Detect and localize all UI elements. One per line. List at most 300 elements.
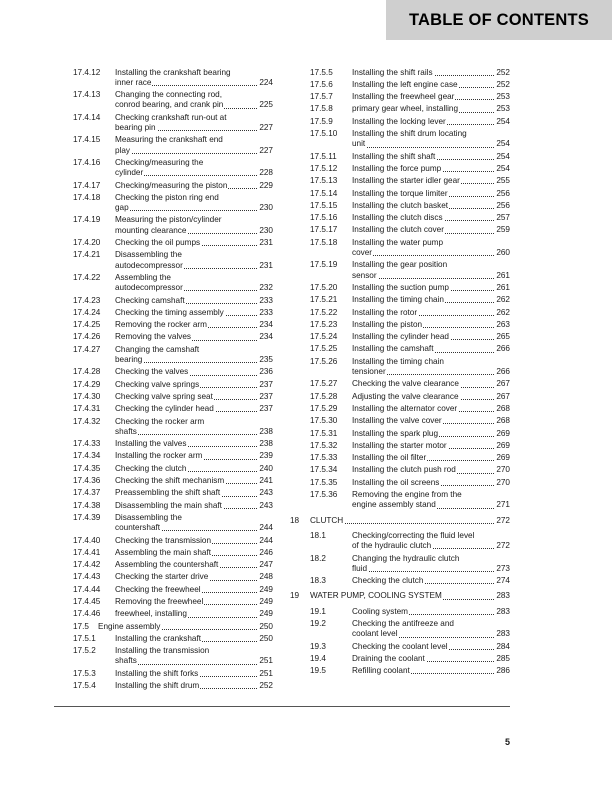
toc-entry-title: Removing the rocker arm	[115, 320, 207, 330]
toc-entry-title: Checking the cylinder head	[115, 404, 214, 414]
toc-entry[interactable]	[0, 92, 612, 102]
toc-entry-page: 236	[259, 367, 273, 377]
toc-entry-title: of the hydraulic clutch	[352, 541, 432, 551]
toc-entry-title: Adjusting the valve clearance	[352, 391, 459, 401]
toc-entry-title: Checking/measuring the	[115, 157, 204, 167]
toc-entry[interactable]	[0, 681, 612, 691]
toc-entry-number: 17.5.28	[310, 391, 338, 401]
toc-entry-title: Checking crankshaft run-out at	[115, 112, 227, 122]
toc-entry-title: Installing the left engine case	[352, 79, 458, 89]
toc-entry-title: Installing the shift drum locating	[352, 129, 467, 138]
toc-entry[interactable]	[0, 213, 612, 223]
toc-entry-title: primary gear wheel, installing	[352, 104, 459, 114]
toc-entry-page: 238	[259, 439, 273, 449]
toc-entry-title: play	[115, 145, 131, 155]
toc-entry-number: 18.3	[310, 576, 326, 586]
toc-entry-page: 225	[259, 100, 273, 110]
toc-entry-title: Checking the oil pumps	[115, 238, 201, 247]
toc-entry-number: 17.5.1	[73, 633, 96, 643]
toc-entry-title: Installing the freewheel gear	[352, 92, 455, 102]
toc-entry-title: Disassembling the	[115, 512, 182, 522]
toc-entry-title: coolant level	[352, 629, 398, 639]
toc-entry-page: 238	[259, 426, 273, 436]
toc-entry-page: 228	[259, 168, 273, 178]
toc-entry-page: 265	[496, 332, 510, 342]
toc-entry[interactable]	[0, 576, 612, 586]
toc-entry-page: 263	[496, 319, 510, 329]
toc-entry-number: 19.4	[310, 653, 326, 663]
toc-entry[interactable]	[0, 164, 612, 174]
toc-entry[interactable]	[0, 416, 612, 426]
toc-entry-page: 283	[496, 591, 510, 601]
toc-entry-number: 17.4.17	[73, 180, 101, 190]
toc-entry-page: 266	[496, 366, 510, 376]
toc-entry-number: 17.4.45	[73, 597, 101, 606]
toc-entry-title: Installing the crankshaft bearing	[115, 67, 231, 77]
toc-entry[interactable]	[0, 283, 612, 293]
toc-entry-title: Installing the timing chain	[352, 295, 444, 305]
toc-entry-number: 17.4.44	[73, 584, 101, 594]
toc-entry-page: 286	[496, 666, 510, 676]
toc-entry[interactable]	[0, 591, 612, 601]
toc-entry-number: 17.5.11	[310, 151, 337, 161]
toc-entry-page: 267	[496, 391, 510, 401]
toc-entry-number: 17.5.16	[310, 213, 338, 223]
toc-entry-page: 283	[496, 629, 510, 639]
toc-entry-title: Disassembling the main shaft	[115, 500, 222, 510]
toc-entry-page: 283	[496, 606, 510, 616]
toc-entry-title: Installing the force pump	[352, 163, 442, 173]
toc-entry[interactable]	[0, 68, 612, 78]
toc-entry-number: 17.4.22	[73, 272, 101, 282]
toc-entry-page: 272	[496, 541, 510, 551]
toc-entry-title: Checking the valve clearance	[352, 379, 459, 389]
toc-entry-number: 17.5.34	[310, 465, 338, 475]
toc-entry-title: shafts	[115, 656, 137, 666]
toc-entry-title: Installing the clutch cover	[352, 225, 444, 235]
toc-entry-number: 17.4.29	[73, 379, 101, 389]
toc-entry-number: 17.4.33	[73, 439, 101, 449]
toc-entry-title: Draining the coolant	[352, 653, 425, 663]
toc-entry-number: 17.5.14	[310, 188, 338, 198]
toc-entry-title: bearing	[115, 354, 143, 364]
toc-entry[interactable]	[0, 441, 612, 451]
toc-entry-number: 17.5.5	[310, 67, 333, 77]
toc-entry-page: 243	[259, 500, 273, 510]
toc-entry-title: Checking the timing assembly	[115, 307, 224, 317]
toc-entry-number: 17.5.27	[310, 379, 338, 389]
toc-entry-title: fluid	[352, 563, 368, 573]
toc-entry[interactable]	[0, 117, 612, 127]
toc-entry-title: Preassembling the shift shaft	[115, 488, 221, 498]
toc-entry[interactable]	[0, 332, 612, 342]
toc-entry[interactable]	[0, 619, 612, 640]
toc-entry[interactable]	[0, 453, 612, 463]
toc-entry[interactable]	[0, 607, 612, 617]
toc-entry[interactable]	[0, 201, 612, 211]
toc-entry-page: 235	[259, 354, 273, 364]
toc-entry-number: 17.4.42	[73, 560, 101, 570]
toc-entry-page: 231	[259, 238, 273, 247]
toc-entry-title: Installing the crankshaft	[115, 633, 202, 643]
toc-entry-number: 17.4.35	[73, 463, 101, 473]
toc-entry-title: cylinder	[115, 168, 144, 178]
toc-entry[interactable]	[0, 654, 612, 664]
toc-entry-number: 17.5.13	[310, 176, 338, 186]
toc-entry-page: 237	[259, 391, 273, 401]
toc-entry-title: autodecompressor	[115, 283, 183, 293]
toc-entry-number: 17.5.20	[310, 282, 338, 292]
toc-entry-title: bearing pin	[115, 122, 156, 132]
toc-entry-number: 17.5.15	[310, 200, 338, 210]
toc-entry-page: 252	[259, 681, 273, 691]
toc-entry-page: 246	[259, 547, 273, 557]
toc-entry-number: 17.4.46	[73, 609, 101, 619]
toc-entry-title: gap	[115, 203, 129, 213]
toc-entry-title: Cooling system	[352, 606, 408, 616]
toc-entry-number: 17.4.31	[73, 404, 101, 414]
toc-entry-number: 17.4.37	[73, 488, 101, 498]
toc-entry-number: 17.4.27	[73, 344, 101, 354]
toc-entry-page: 234	[259, 332, 273, 342]
toc-entry-number: 19	[290, 591, 300, 601]
toc-entry[interactable]	[0, 260, 612, 281]
toc-entry-number: 17.5.3	[73, 668, 96, 678]
toc-entry-page: 259	[496, 225, 510, 235]
toc-entry-page: 270	[496, 465, 510, 475]
toc-entry-number: 17.5.6	[310, 79, 333, 89]
toc-entry-number: 18	[290, 515, 300, 525]
toc-entry-page: 274	[496, 576, 510, 586]
toc-entry-number: 17.5.24	[310, 332, 338, 342]
toc-entry[interactable]	[0, 344, 612, 354]
toc-entry-number: 17.4.39	[73, 512, 101, 522]
toc-entry-page: 233	[259, 307, 273, 317]
toc-entry-title: conrod bearing, and crank pin	[115, 100, 224, 110]
toc-entry-number: 17.4.38	[73, 500, 101, 510]
toc-entry-page: 254	[496, 151, 510, 161]
toc-entry-page: 253	[496, 92, 510, 102]
toc-entry-page: 243	[259, 488, 273, 498]
toc-entry-title: Removing the engine from the	[352, 490, 462, 499]
toc-entry-page: 254	[496, 163, 510, 173]
toc-entry-page: 254	[496, 116, 510, 126]
toc-entry-page: 230	[259, 203, 273, 213]
toc-entry[interactable]	[0, 516, 612, 526]
toc-entry-number: 17.4.12	[73, 67, 101, 77]
toc-entry[interactable]	[0, 129, 612, 150]
toc-entry-title: Measuring the piston/cylinder	[115, 215, 222, 225]
toc-entry-title: Installing the piston	[352, 319, 423, 329]
toc-entry-title: Engine assembly	[98, 621, 161, 631]
toc-entry-title: Checking valve springs	[115, 379, 200, 389]
toc-entry[interactable]	[0, 238, 612, 259]
toc-entry-page: 262	[496, 307, 510, 317]
toc-entry-number: 17.4.32	[73, 416, 101, 426]
toc-entry-title: CLUTCH	[310, 515, 344, 525]
toc-entry-page: 254	[496, 139, 510, 149]
toc-entry-title: Installing the oil filter	[352, 453, 427, 463]
toc-entry[interactable]	[0, 308, 612, 318]
toc-entry-number: 17.5.9	[310, 116, 333, 126]
toc-entry-number: 17.5.33	[310, 453, 338, 463]
toc-entry-title: tensioner	[352, 366, 386, 376]
toc-entry-number: 19.2	[310, 619, 326, 628]
toc-entry-number: 17.5.36	[310, 490, 338, 499]
toc-entry-page: 239	[259, 451, 273, 461]
toc-entry[interactable]	[0, 554, 612, 575]
toc-entry-title: unit	[352, 139, 366, 149]
toc-entry-title: Installing the starter idler gear	[352, 176, 460, 186]
toc-entry-number: 17.5.18	[310, 237, 338, 247]
toc-entry-title: autodecompressor	[115, 260, 183, 270]
toc-entry-title: cover	[352, 247, 373, 257]
toc-entry-title: Checking valve spring seat	[115, 391, 213, 401]
toc-entry[interactable]	[0, 176, 612, 186]
toc-entry-number: 17.5.10	[310, 129, 338, 138]
toc-entry-title: Installing the shift drum	[115, 681, 200, 691]
toc-entry-page: 244	[259, 535, 273, 545]
toc-entry[interactable]	[0, 189, 612, 199]
toc-entry-page: 237	[259, 404, 273, 414]
toc-entry-title: Installing the valve cover	[352, 416, 442, 426]
toc-entry-number: 17.4.15	[73, 135, 101, 145]
toc-entry-title: Installing the shift forks	[115, 668, 199, 678]
toc-entry-page: 273	[496, 563, 510, 573]
toc-entry-page: 252	[496, 67, 510, 77]
toc-entry-page: 251	[259, 668, 273, 678]
page-number: 5	[504, 737, 510, 747]
toc-entry-number: 17.5.2	[73, 646, 96, 656]
toc-entry-page: 249	[259, 609, 273, 619]
toc-entry[interactable]	[0, 404, 612, 414]
toc-entry-number: 17.5.19	[310, 260, 338, 270]
toc-entry[interactable]	[0, 225, 612, 235]
toc-entry-number: 17.5.23	[310, 319, 338, 329]
toc-entry-title: freewheel, installing	[115, 609, 187, 619]
toc-entry-page: 227	[259, 122, 273, 132]
toc-entry-page: 269	[496, 440, 510, 450]
toc-entry-title: Installing the starter motor	[352, 440, 447, 450]
toc-entry-number: 17.4.41	[73, 547, 101, 557]
toc-entry-title: Refilling coolant	[352, 666, 410, 676]
toc-entry-number: 17.4.19	[73, 215, 101, 225]
toc-entry-title: Installing the shift rails	[352, 67, 433, 77]
toc-entry-title: mounting clearance	[115, 225, 187, 235]
toc-entry-title: Installing the clutch discs	[352, 213, 443, 223]
toc-entry-number: 18.2	[310, 553, 326, 563]
toc-entry-number: 17.5.26	[310, 356, 338, 366]
toc-entry-page: 250	[259, 621, 273, 631]
toc-entry-title: engine assembly stand	[352, 500, 436, 510]
toc-entry-page: 268	[496, 416, 510, 426]
toc-entry-page: 241	[259, 476, 273, 485]
toc-entry[interactable]	[0, 531, 612, 552]
toc-entry-page: 229	[259, 180, 273, 190]
toc-entry-title: Checking the freewheel	[115, 584, 201, 594]
toc-entry-page: 224	[259, 77, 273, 87]
toc-entry-number: 17.4.24	[73, 307, 101, 317]
toc-entry-number: 17.4.43	[73, 572, 101, 582]
toc-entry-title: Checking the transmission	[115, 535, 212, 545]
toc-entry-title: Installing the locking lever	[352, 116, 446, 126]
toc-entry-page: 227	[259, 145, 273, 155]
toc-entry-page: 250	[259, 633, 273, 643]
toc-entry-number: 17.5.7	[310, 92, 333, 102]
toc-entry-title: Installing the rotor	[352, 307, 418, 317]
toc-entry-number: 17.4.26	[73, 332, 101, 342]
toc-entry[interactable]	[0, 478, 612, 488]
toc-entry-number: 17.5.12	[310, 163, 338, 173]
toc-entry-page: 261	[496, 282, 510, 292]
toc-entry-page: 249	[259, 584, 273, 594]
toc-entry-page: 247	[259, 560, 273, 570]
toc-entry-page: 260	[496, 247, 510, 257]
toc-entry-number: 17.4.40	[73, 535, 101, 545]
toc-entry-title: Changing the camshaft	[115, 344, 200, 354]
toc-entry-page: 252	[496, 79, 510, 89]
toc-entry-page: 248	[259, 572, 273, 582]
toc-entry-title: Installing the transmission	[115, 646, 210, 656]
toc-entry-page: 266	[496, 344, 510, 354]
toc-entry-title: Removing the freewheel	[115, 597, 204, 606]
toc-entry-title: inner race	[115, 77, 152, 87]
toc-entry-title: Installing the clutch basket	[352, 200, 449, 210]
toc-entry[interactable]	[0, 426, 612, 439]
toc-entry-title: Installing the camshaft	[352, 344, 434, 354]
toc-entry-title: countershaft	[115, 523, 161, 533]
toc-entry[interactable]	[0, 490, 612, 511]
toc-entry-page: 271	[496, 500, 510, 510]
toc-entry-page: 256	[496, 200, 510, 210]
toc-entry-page: 272	[496, 515, 510, 525]
toc-entry-title: Checking the valves	[115, 367, 189, 377]
toc-entry-number: 17.5.25	[310, 344, 338, 354]
toc-entry-number: 17.4.36	[73, 476, 101, 485]
toc-entry-number: 17.4.13	[73, 90, 101, 100]
toc-entry-title: Installing the cylinder head	[352, 332, 449, 342]
toc-entry-title: Checking camshaft	[115, 295, 185, 305]
toc-entry-number: 17.5.21	[310, 295, 338, 305]
toc-entry-number: 19.1	[310, 606, 326, 616]
toc-entry[interactable]	[0, 642, 612, 652]
toc-entry-page: 255	[496, 176, 510, 186]
toc-entry-page: 233	[259, 295, 273, 305]
toc-entry-title: Checking the coolant level	[352, 641, 448, 651]
toc-entry-title: shafts	[115, 426, 137, 436]
toc-entry-page: 232	[259, 283, 273, 293]
toc-entry-title: Assembling the main shaft	[115, 547, 212, 557]
toc-entry-number: 19.5	[310, 666, 326, 676]
toc-entry-page: 244	[259, 523, 273, 533]
toc-entry[interactable]	[0, 379, 612, 389]
footer-divider	[54, 706, 510, 707]
toc-entry-number: 17.5.32	[310, 440, 338, 450]
toc-entry-number: 17.4.21	[73, 250, 101, 260]
page-title: TABLE OF CONTENTS	[408, 11, 589, 29]
toc-entry-page: 257	[496, 213, 510, 223]
toc-entry-page: 231	[259, 260, 273, 270]
toc-entry-title: Installing the alternator cover	[352, 403, 458, 413]
toc-entry-page: 234	[259, 320, 273, 330]
toc-entry-page: 269	[496, 428, 510, 438]
toc-entry-page: 249	[259, 597, 273, 606]
toc-entry-title: Installing the suction pump	[352, 282, 449, 292]
toc-entry-number: 17.5.30	[310, 416, 338, 426]
toc-entry-title: Installing the gear position	[352, 260, 448, 270]
toc-entry-page: 230	[259, 225, 273, 235]
toc-entry-page: 256	[496, 188, 510, 198]
toc-entry[interactable]	[0, 354, 612, 378]
toc-entry-title: Installing the clutch push rod	[352, 465, 456, 475]
toc-entry-page: 285	[496, 653, 510, 663]
toc-entry-title: Installing the rocker arm	[115, 451, 203, 461]
toc-entry-title: Checking the starter drive	[115, 572, 209, 582]
toc-entry-number: 17.5.35	[310, 477, 338, 487]
toc-entry-number: 17.4.25	[73, 320, 101, 330]
toc-entry-title: Checking the piston ring end	[115, 192, 219, 202]
toc-entry[interactable]	[0, 392, 612, 402]
toc-entry-title: Disassembling the	[115, 250, 182, 260]
toc-entry-page: 262	[496, 295, 510, 305]
toc-entry-page: 269	[496, 453, 510, 463]
toc-entry-page: 251	[259, 656, 273, 666]
toc-entry-title: Installing the torque limiter	[352, 188, 448, 198]
toc-entry-title: Checking the antifreeze and	[352, 619, 454, 628]
toc-entry-title: Installing the timing chain	[352, 356, 444, 366]
toc-entry-number: 19.3	[310, 641, 326, 651]
toc-entry-title: Changing the connecting rod,	[115, 90, 222, 100]
toc-entry[interactable]	[0, 77, 612, 90]
toc-entry[interactable]	[0, 152, 612, 162]
toc-entry-number: 17.4.28	[73, 367, 101, 377]
toc-entry-number: 17.4.16	[73, 157, 101, 167]
toc-entry-title: Installing the valves	[115, 439, 187, 449]
toc-entry-number: 17.4.14	[73, 112, 101, 122]
toc-entry-page: 284	[496, 641, 510, 651]
toc-entry-number: 17.4.18	[73, 192, 101, 202]
toc-entry[interactable]	[0, 295, 612, 305]
toc-entry-title: Removing the valves	[115, 332, 191, 342]
toc-entry-title: Checking the rocker arm	[115, 416, 205, 426]
toc-entry-number: 17.4.20	[73, 238, 101, 247]
toc-entry-title: Checking the clutch	[352, 576, 424, 586]
toc-entry-number: 18.1	[310, 530, 326, 540]
toc-entry-page: 261	[496, 270, 510, 280]
toc-entry[interactable]	[0, 465, 612, 475]
toc-entry-title: Installing the water pump	[352, 237, 444, 247]
toc-entry-page: 240	[259, 463, 273, 473]
toc-entry-number: 17.5.31	[310, 428, 338, 438]
toc-entry-title: Assembling the	[115, 272, 171, 282]
toc-entry-number: 17.5.8	[310, 104, 333, 114]
toc-entry-number: 17.5.4	[73, 681, 96, 691]
toc-entry-title: Installing the oil screens	[352, 477, 440, 487]
toc-entry-page: 268	[496, 403, 510, 413]
toc-entry-title: Installing the spark plug	[352, 428, 439, 438]
toc-entry-number: 17.5.29	[310, 403, 338, 413]
toc-entry-title: Checking/measuring the piston	[115, 180, 228, 190]
toc-entry[interactable]	[0, 320, 612, 330]
toc-entry-page: 253	[496, 104, 510, 114]
toc-entry-title: Measuring the crankshaft end	[115, 135, 223, 145]
toc-entry-title: Installing the shift shaft	[352, 151, 436, 161]
toc-entry[interactable]	[0, 666, 612, 676]
toc-entry-number: 17.4.30	[73, 391, 101, 401]
toc-entry[interactable]	[0, 104, 612, 114]
toc-entry-title: Changing the hydraulic clutch	[352, 553, 460, 563]
toc-entry-number: 17.5.17	[310, 225, 338, 235]
